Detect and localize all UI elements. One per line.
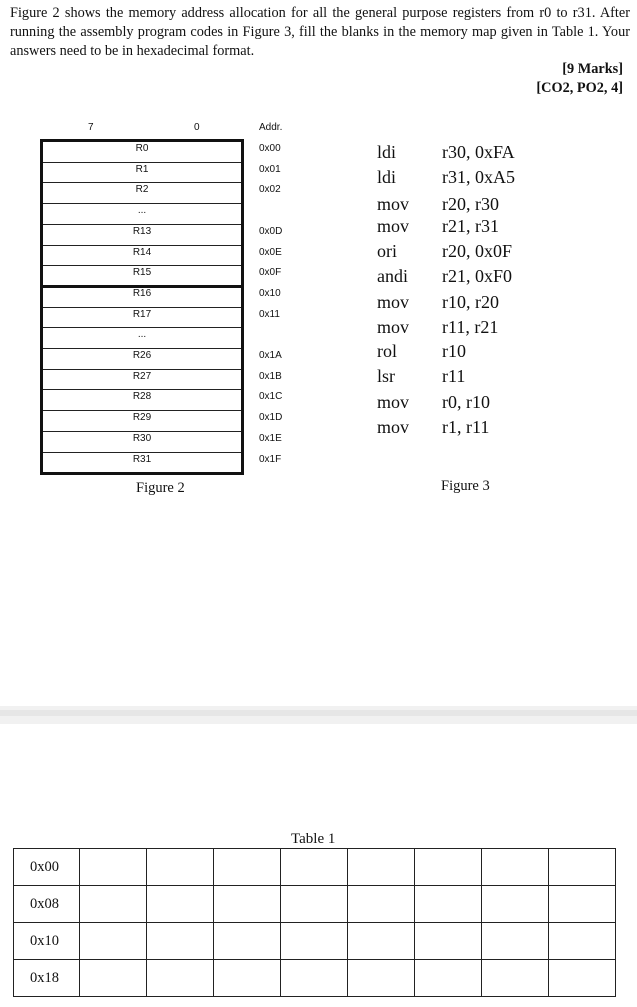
register-divider <box>43 224 241 225</box>
register-cell: R26 <box>132 350 152 361</box>
question-text: Figure 2 shows the memory address allocation for all the general purpose registers from r0 to r31. After running the assembly program codes in Figure 3, fill the blanks in the memory map given in Table 1. Your answers need to be in hexadecimal format. <box>10 5 630 59</box>
register-cell: R14 <box>132 246 152 258</box>
table-row <box>14 849 616 886</box>
memory-map-table <box>13 848 616 997</box>
address-label: 0x1B <box>259 370 282 382</box>
address-label: 0x1D <box>259 412 283 424</box>
register-cell: R13 <box>132 225 152 237</box>
table-1-caption: Table 1 <box>291 831 336 847</box>
code-operands: r21, r31 <box>442 216 499 236</box>
code-opcode: ldi <box>377 142 397 162</box>
code-operands: r30, 0xFA <box>442 142 515 162</box>
addr-header: Addr. <box>259 122 283 133</box>
blank-cell[interactable] <box>415 960 482 997</box>
blank-cell[interactable] <box>214 923 281 960</box>
register-divider <box>43 162 241 163</box>
register-divider <box>43 452 241 453</box>
blank-cell[interactable] <box>80 849 147 886</box>
code-operands: r31, 0xA5 <box>442 167 515 187</box>
code-opcode: mov <box>377 216 410 236</box>
address-label: 0x0E <box>259 246 282 258</box>
row-address-label: 0x18 <box>14 960 80 997</box>
register-cell: R30 <box>132 432 152 444</box>
register-cell: R0 <box>135 143 149 154</box>
address-label: 0x10 <box>259 287 281 299</box>
address-label: 0x0D <box>259 225 283 237</box>
address-label: 0x0F <box>259 267 282 279</box>
register-cell: R31 <box>132 453 152 465</box>
register-divider <box>43 327 241 328</box>
code-operands: r21, 0xF0 <box>442 266 513 286</box>
table-row <box>14 960 616 997</box>
code-opcode: rol <box>377 341 397 361</box>
blank-cell[interactable] <box>147 960 214 997</box>
blank-cell[interactable] <box>80 960 147 997</box>
address-label: 0x11 <box>259 308 280 320</box>
register-cell: R15 <box>132 267 152 279</box>
blank-cell[interactable] <box>214 960 281 997</box>
blank-cell[interactable] <box>348 923 415 960</box>
figure-2-caption: Figure 2 <box>136 480 185 496</box>
blank-cell[interactable] <box>415 849 482 886</box>
code-opcode: mov <box>377 194 410 214</box>
blank-cell[interactable] <box>549 849 616 886</box>
blank-cell[interactable] <box>80 886 147 923</box>
code-operands: r11, r21 <box>442 317 499 337</box>
code-operands: r20, 0x0F <box>442 241 513 261</box>
code-opcode: ldi <box>377 167 397 187</box>
row-address-label: 0x00 <box>14 849 80 886</box>
blank-cell[interactable] <box>147 849 214 886</box>
blank-cell[interactable] <box>482 923 549 960</box>
register-divider <box>43 369 241 370</box>
course-outcomes-label: [CO2, PO2, 4] <box>536 80 623 96</box>
blank-cell[interactable] <box>482 849 549 886</box>
register-cell: R1 <box>135 163 149 175</box>
register-divider <box>43 307 241 308</box>
code-operands: r11 <box>442 366 466 386</box>
bit-0-label: 0 <box>194 122 200 133</box>
address-label: 0x1C <box>259 391 283 403</box>
register-divider <box>43 389 241 390</box>
address-label: 0x02 <box>259 184 281 196</box>
register-cell: R17 <box>132 308 152 320</box>
marks-block <box>536 60 623 98</box>
code-opcode: andi <box>377 266 408 286</box>
blank-cell[interactable] <box>348 849 415 886</box>
register-cell: R28 <box>132 391 152 403</box>
register-divider <box>43 431 241 432</box>
register-divider <box>43 348 241 349</box>
blank-cell[interactable] <box>281 886 348 923</box>
blank-cell[interactable] <box>415 923 482 960</box>
bit-7-label: 7 <box>88 122 94 133</box>
blank-cell[interactable] <box>214 849 281 886</box>
register-cell: R29 <box>132 412 152 424</box>
register-divider-thick <box>43 285 241 288</box>
row-address-label: 0x08 <box>14 886 80 923</box>
code-opcode: mov <box>377 392 410 412</box>
blank-cell[interactable] <box>549 960 616 997</box>
table-row <box>14 886 616 923</box>
register-divider <box>43 245 241 246</box>
blank-cell[interactable] <box>549 886 616 923</box>
code-operands: r10 <box>442 341 466 361</box>
code-opcode: ori <box>377 241 397 261</box>
code-opcode: lsr <box>377 366 395 386</box>
page-divider-shadow <box>0 710 637 716</box>
address-label: 0x01 <box>259 163 281 175</box>
address-label: 0x1F <box>259 453 282 465</box>
blank-cell[interactable] <box>214 886 281 923</box>
address-label: 0x1E <box>259 432 282 444</box>
blank-cell[interactable] <box>549 923 616 960</box>
register-cell: ... <box>137 205 147 217</box>
register-divider <box>43 265 241 266</box>
code-operands: r10, r20 <box>442 292 499 312</box>
blank-cell[interactable] <box>147 886 214 923</box>
register-cell: R27 <box>132 370 152 382</box>
register-cell: R2 <box>135 184 149 196</box>
code-operands: r0, r10 <box>442 392 490 412</box>
blank-cell[interactable] <box>281 923 348 960</box>
code-opcode: mov <box>377 292 410 312</box>
blank-cell[interactable] <box>281 849 348 886</box>
blank-cell[interactable] <box>482 886 549 923</box>
register-cell: ... <box>137 329 147 341</box>
marks-label: [9 Marks] <box>562 61 623 77</box>
figure-3-caption: Figure 3 <box>441 478 490 494</box>
register-divider <box>43 410 241 411</box>
code-operands: r1, r11 <box>442 417 490 437</box>
blank-cell[interactable] <box>80 923 147 960</box>
row-address-label: 0x10 <box>14 923 80 960</box>
blank-cell[interactable] <box>281 960 348 997</box>
register-cell: R16 <box>132 287 152 299</box>
code-opcode: mov <box>377 317 410 337</box>
address-label: 0x1A <box>259 350 282 361</box>
blank-cell[interactable] <box>482 960 549 997</box>
register-map <box>40 139 244 475</box>
blank-cell[interactable] <box>147 923 214 960</box>
register-divider <box>43 182 241 183</box>
register-divider <box>43 203 241 204</box>
address-label: 0x00 <box>259 143 281 154</box>
code-operands: r20, r30 <box>442 194 499 214</box>
table-row <box>14 923 616 960</box>
blank-cell[interactable] <box>415 886 482 923</box>
blank-cell[interactable] <box>348 886 415 923</box>
code-opcode: mov <box>377 417 410 437</box>
blank-cell[interactable] <box>348 960 415 997</box>
